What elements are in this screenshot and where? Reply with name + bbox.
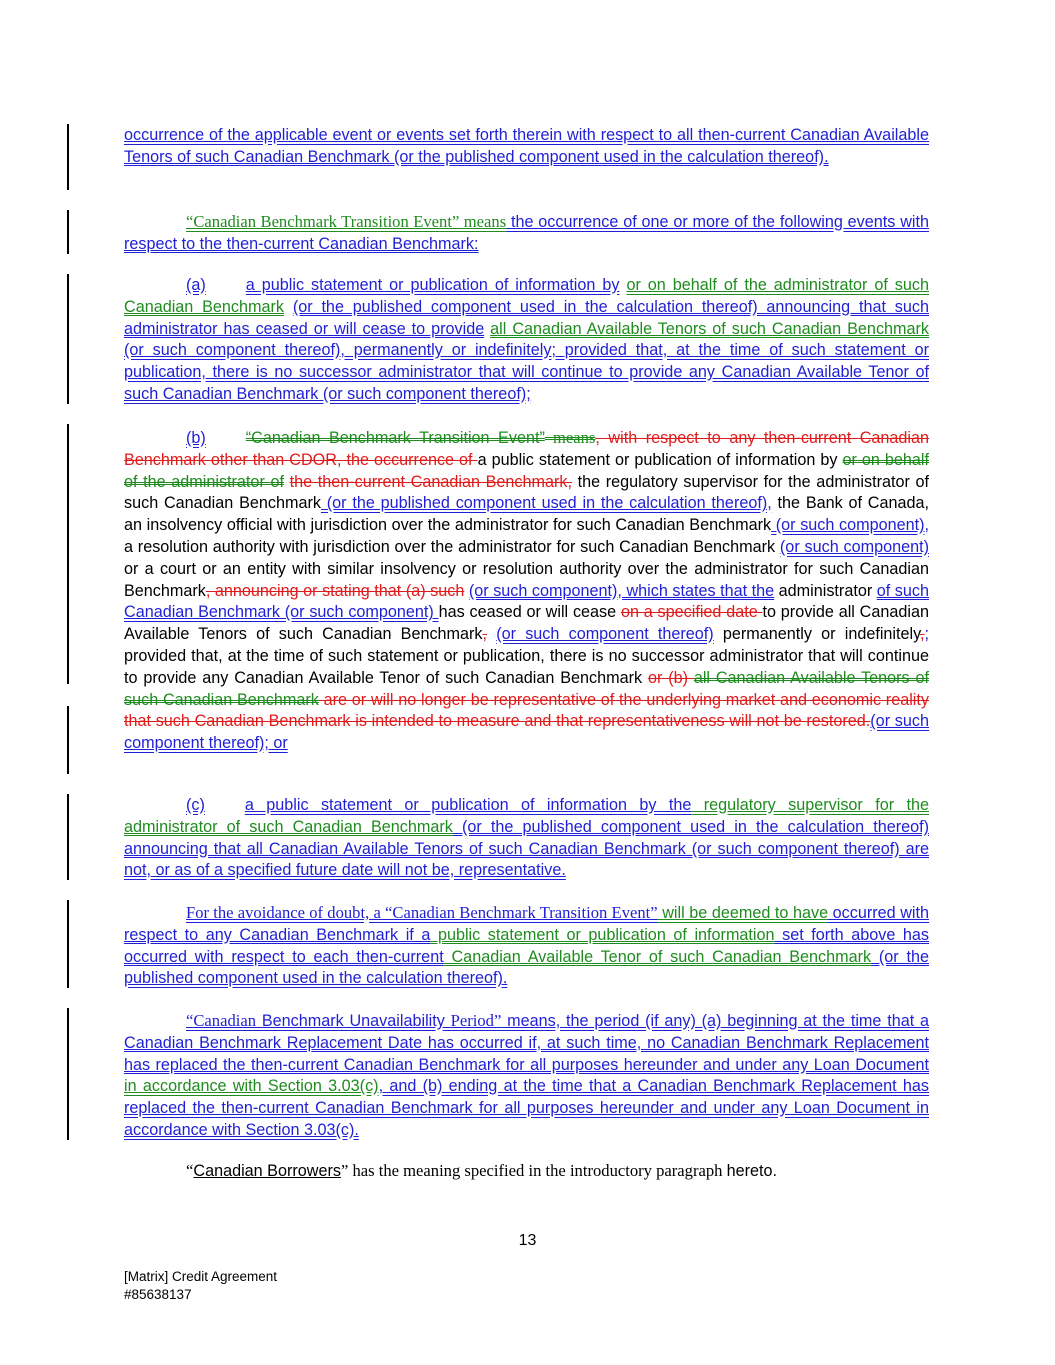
inserted-text: (or such component thereof); or: [124, 712, 929, 753]
clause-label: (a): [186, 276, 206, 294]
body-text: hereto.: [726, 1162, 778, 1180]
moved-text: public statement or publication of information: [430, 925, 775, 944]
inserted-text: ;: [924, 625, 930, 644]
definition-unavailability-period: [124, 1010, 929, 1142]
inserted-text: (or the published component used in the calculation thereof),: [320, 494, 772, 513]
page-number: 13: [518, 1232, 537, 1249]
clause-c: [124, 795, 929, 882]
moved-text: or on behalf of the administrator of such Canadian Benchmark: [124, 276, 930, 316]
body-text: administrator: [774, 581, 877, 600]
inserted-text: (or such component),: [771, 516, 929, 535]
deleted-text: on a specified date: [620, 603, 763, 622]
body-text: provided that, at the time of such statement or publication, there is no successor administrator that will continue to provide any Canadian Available Tenor of such Canadian Benchmark: [124, 646, 929, 687]
body-text: to provide all Canadian Available Tenors of such Canadian Benchmark: [124, 603, 929, 644]
body-text: the Bank of Canada, an insolvency official with jurisdiction over the administrator for such Canadian Benchmark: [124, 494, 929, 535]
inserted-text: , and (b) ending at the time that a Canadian Benchmark Replacement has replaced the then-current Canadian Benchmark for all purposes hereunder and under any Loan Document in accordance with Section 3.03(c).: [124, 1077, 930, 1139]
inserted-text: (or such component), which states that the: [468, 581, 775, 600]
inserted-text: (or the published component used in the calculation thereof).: [124, 947, 929, 988]
moved-text: regulatory supervisor for the administrator of such Canadian Benchmark: [124, 796, 929, 836]
inserted-text: Benchmark Unavailability: [256, 1012, 451, 1030]
inserted-text: occurred with respect to any Canadian Benchmark if a: [124, 904, 930, 944]
clause-label: (b): [186, 429, 206, 447]
body-text: a resolution authority with jurisdiction over the administrator for such Canadian Benchmark: [124, 537, 780, 556]
change-bar: [67, 900, 69, 988]
deleted-text: or (b): [647, 668, 694, 687]
quote-mark: “: [186, 1161, 194, 1180]
change-bar: [67, 706, 69, 774]
defined-term: “Canadian Benchmark Transition Event” means: [186, 212, 507, 231]
body-text: ” has the meaning specified in the introductory paragraph: [340, 1161, 727, 1180]
body-text: a public statement or publication of information by: [477, 450, 843, 469]
footer: [124, 1268, 277, 1304]
moved-text: all Canadian Available Tenors of such Canadian Benchmark: [490, 319, 930, 338]
inserted-text: a public statement or publication of information by: [245, 276, 620, 294]
moved-deleted-text: all Canadian Available Tenors of such Canadian Benchmark: [124, 668, 929, 709]
clause-label: (c): [186, 796, 205, 814]
change-bar: [67, 124, 69, 190]
inserted-text: Period”: [450, 1011, 502, 1030]
body-text: has ceased or will cease: [438, 603, 621, 622]
inserted-text: (or the published component used in the calculation thereof) announcing that such administrator has ceased or will cease to provide: [124, 297, 929, 338]
definition-canadian-borrowers: [124, 1160, 929, 1183]
moved-deleted-text: or on behalf of the administrator of: [124, 450, 929, 491]
change-bar: [67, 274, 69, 404]
definition-transition-event: [124, 211, 929, 256]
avoidance-of-doubt: [124, 902, 929, 990]
body-text: [487, 625, 496, 643]
change-bar: [67, 794, 69, 880]
deleted-text: the then-current Canadian Benchmark,: [289, 472, 572, 491]
inserted-text: For the avoidance of doubt, a “Canadian Benchmark Transition Event”: [186, 903, 658, 922]
inserted-text: set forth above has occurred with respect to each then-current: [124, 925, 929, 966]
inserted-text: means, the period (if any) (a) beginning at the time that a Canadian Benchmark Replacement Date has occurred if, at such time, no Canadian Benchmark Replacement has replaced the then-current Canadian Benchmark for all purposes hereunder and under any Loan Document: [124, 1012, 929, 1074]
inserted-text: of such Canadian Benchmark (or such component): [124, 581, 929, 622]
deleted-text: , with respect to any then-current Canadian Benchmark other than CDOR, the occurrence of: [124, 429, 930, 469]
inserted-text: (or the published component used in the calculation thereof) announcing that all Canadian Available Tenors of such Canadian Benchmark (or such component thereof) are not, or as of a specified future date will not be, representative.: [124, 817, 929, 880]
change-bar: [67, 1008, 69, 1140]
inserted-text: (or such component thereof), permanently or indefinitely; provided that, at the time of such statement or publication, there is no successor administrator that will continue to provide any Canadian Available Tenor of such Canadian Benchmark (or such component thereof);: [124, 341, 929, 403]
change-bar: [67, 424, 69, 684]
moved-text: in accordance with Section 3.03(c): [124, 1077, 379, 1096]
deleted-text: ,: [920, 625, 925, 644]
moved-text: will be deemed to have: [657, 904, 829, 922]
inserted-text: the occurrence of one or more of the following events with respect to the then-current Canadian Benchmark:: [124, 213, 929, 253]
footer-doc-id: #85638137: [124, 1287, 192, 1302]
deleted-text: are or will no longer be representative of the underlying market and economic reality that such Canadian Benchmark is intended to measure and that representativeness will not be restored.: [124, 690, 929, 731]
inserted-text: a public statement or publication of information by the: [244, 796, 692, 814]
defined-term: “Canadian: [186, 1011, 257, 1030]
change-bar: [67, 210, 69, 254]
footer-title: [Matrix] Credit Agreement: [124, 1269, 278, 1284]
defined-term: Canadian Borrowers: [193, 1162, 341, 1180]
deleted-text: , announcing or stating that (a) such: [205, 581, 465, 600]
moved-text: Canadian Available Tenor of such Canadian Benchmark: [443, 947, 872, 966]
clause-b: [124, 427, 929, 755]
moved-deleted-text: means: [544, 428, 596, 447]
moved-deleted-text: “Canadian Benchmark Transition Event”: [245, 429, 545, 447]
body-text: the regulatory supervisor for the administrator of such Canadian Benchmark: [124, 472, 930, 513]
inserted-text: (or such component thereof): [496, 625, 714, 644]
inserted-text: occurrence of the applicable event or events set forth therein with respect to all then-current Canadian Available Tenors of such Canadian Benchmark (or the published component used in the calculation thereof).: [124, 126, 929, 166]
inserted-text: (or such component): [779, 537, 929, 556]
paragraph-continuation: [124, 125, 929, 169]
body-text: permanently or indefinitely: [713, 625, 921, 644]
body-text: or a court or an entity with similar insolvency or resolution authority over the administrator for such Canadian Benchmark: [124, 559, 929, 600]
deleted-text: ,: [482, 625, 488, 644]
clause-a: [124, 275, 929, 406]
